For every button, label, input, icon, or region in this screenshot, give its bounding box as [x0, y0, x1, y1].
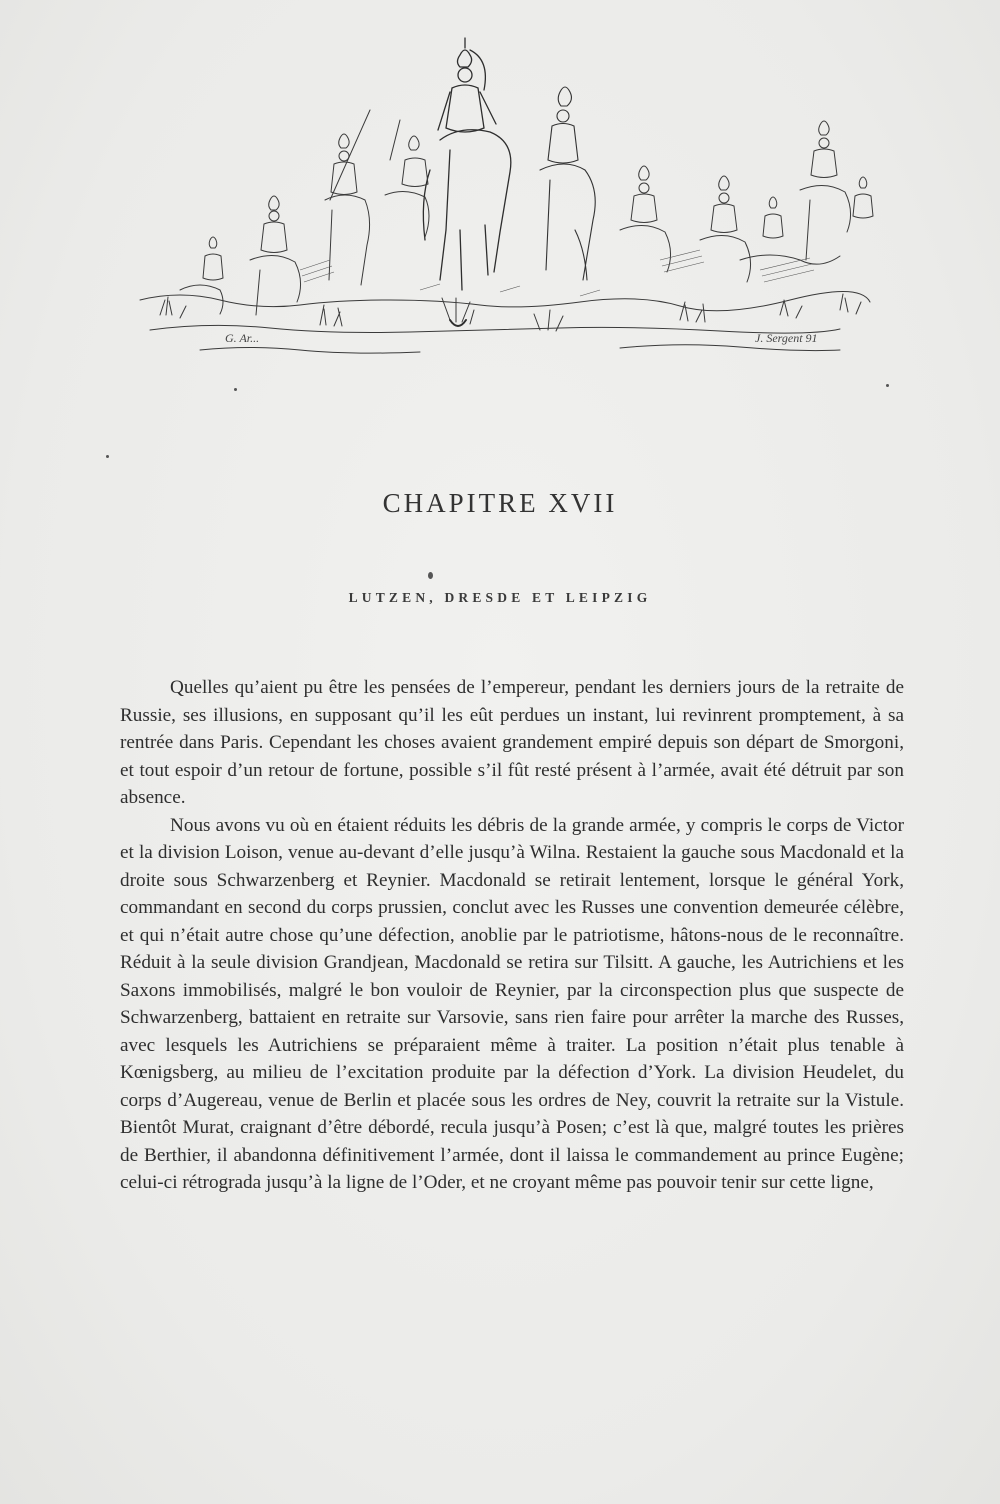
paragraph: Nous avons vu où en étaient réduits les débris de la grande armée, y compris le corps de Victor et la division Loison, venue au-devant d’elle jusqu’à Wilna. Restaient la gauche sous Macdonald et la droite sous Schwarzenberg et Reynier. Macdonald se retirait lentement, lorsque le général York, commandant en second du corps prussien, conclut avec les Russes une convention demeurée célèbre, et qui n’était autre chose qu’une défection, anoblie par le patriotisme, hâtons-nous de le reconnaître. Réduit à la seule division Grandjean, Macdonald se retira sur Tilsitt. A gauche, les Autrichiens et les Saxons immobilisés, malgré le bon vouloir de Reynier, par la circonspection plus que suspecte de Schwarzenberg, battaient en retraite sur Varsovie, sans rien faire pour arrêter la marche des Russes, avec lesquels les Autrichiens se préparaient même à traiter. La position n’était plus tenable à Kœnigsberg, au milieu de l’excitation produite par la défection d’York. La division Heudelet, du corps d’Augereau, venue de Berlin et placée sous les ordres de Ney, couvrit la retraite sur la Vistule. Bientôt Murat, craignant d’être débordé, recula jusqu’à Posen; c’est là que, malgré toutes les prières de Berthier, il abandonna définitivement l’armée, dont il laissa le commandement au prince Eugène; celui-ci rétrograda jusqu’à la ligne de l’Oder, et ne croyant même pas pouvoir tenir sur cette ligne, — [120, 814, 904, 1193]
cavalry-illustration — [120, 30, 890, 380]
print-speck — [886, 384, 889, 387]
print-speck — [234, 388, 237, 391]
chapter-title: CHAPITRE XVII — [382, 488, 618, 518]
signature-right: J. Sergent 91 — [755, 331, 818, 345]
print-speck — [428, 572, 433, 579]
paragraph: Quelles qu’aient pu être les pensées de l’empereur, pendant les derniers jours de la retraite de Russie, ses illusions, en supposant qu’il les eût perdues un instant, lui revinrent promptement, à sa rentrée dans Paris. Cependant les choses avaient grandement empiré depuis son départ de Smorgoni, et tout espoir d’un retour de fortune, possible s’il fût resté présent à l’armée, avait été détruit par son absence. — [120, 677, 904, 808]
chapter-body — [120, 674, 904, 1197]
chapter-subtitle: LUTZEN, DRESDE ET LEIPZIG — [348, 590, 652, 605]
print-speck — [106, 455, 109, 458]
signature-left: G. Ar... — [225, 331, 260, 345]
